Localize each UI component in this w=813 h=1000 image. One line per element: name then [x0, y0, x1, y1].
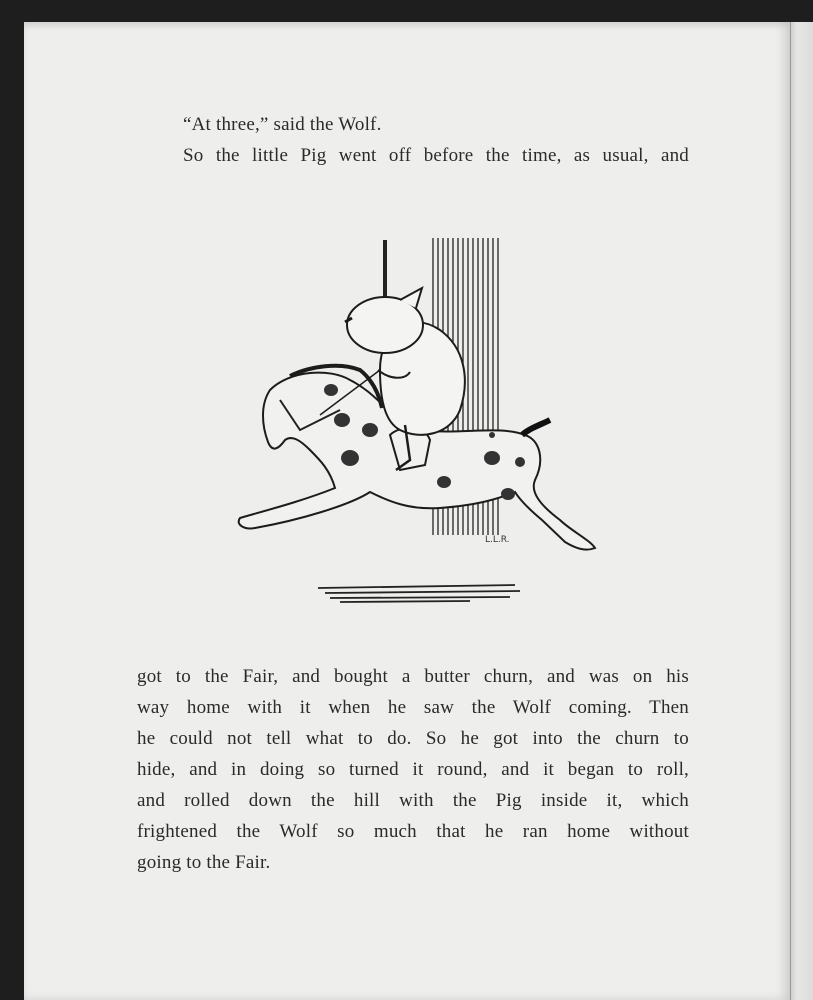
pig-on-carousel-horse-illustration — [230, 230, 610, 610]
text-line-3: got to the Fair, and bought a butter churn, and was on his — [137, 666, 689, 687]
text-line-6: hide, and in doing so turned it round, and it began to roll, — [137, 759, 689, 780]
text-line-2: So the little Pig went off before the time, as usual, and — [183, 145, 689, 166]
text-line-4: way home with it when he saw the Wolf coming. Then — [137, 697, 689, 718]
text-line-7: and rolled down the hill with the Pig inside it, which — [137, 790, 689, 811]
text-line-5: he could not tell what to do. So he got into the churn to — [137, 728, 689, 749]
next-page-edge — [790, 22, 813, 1000]
text-line-9: going to the Fair. — [137, 852, 271, 873]
text-line-8: frightened the Wolf so much that he ran home without — [137, 821, 689, 842]
text-line-1: “At three,” said the Wolf. — [183, 114, 382, 135]
svg-text:L.L.R.: L.L.R. — [485, 535, 510, 545]
